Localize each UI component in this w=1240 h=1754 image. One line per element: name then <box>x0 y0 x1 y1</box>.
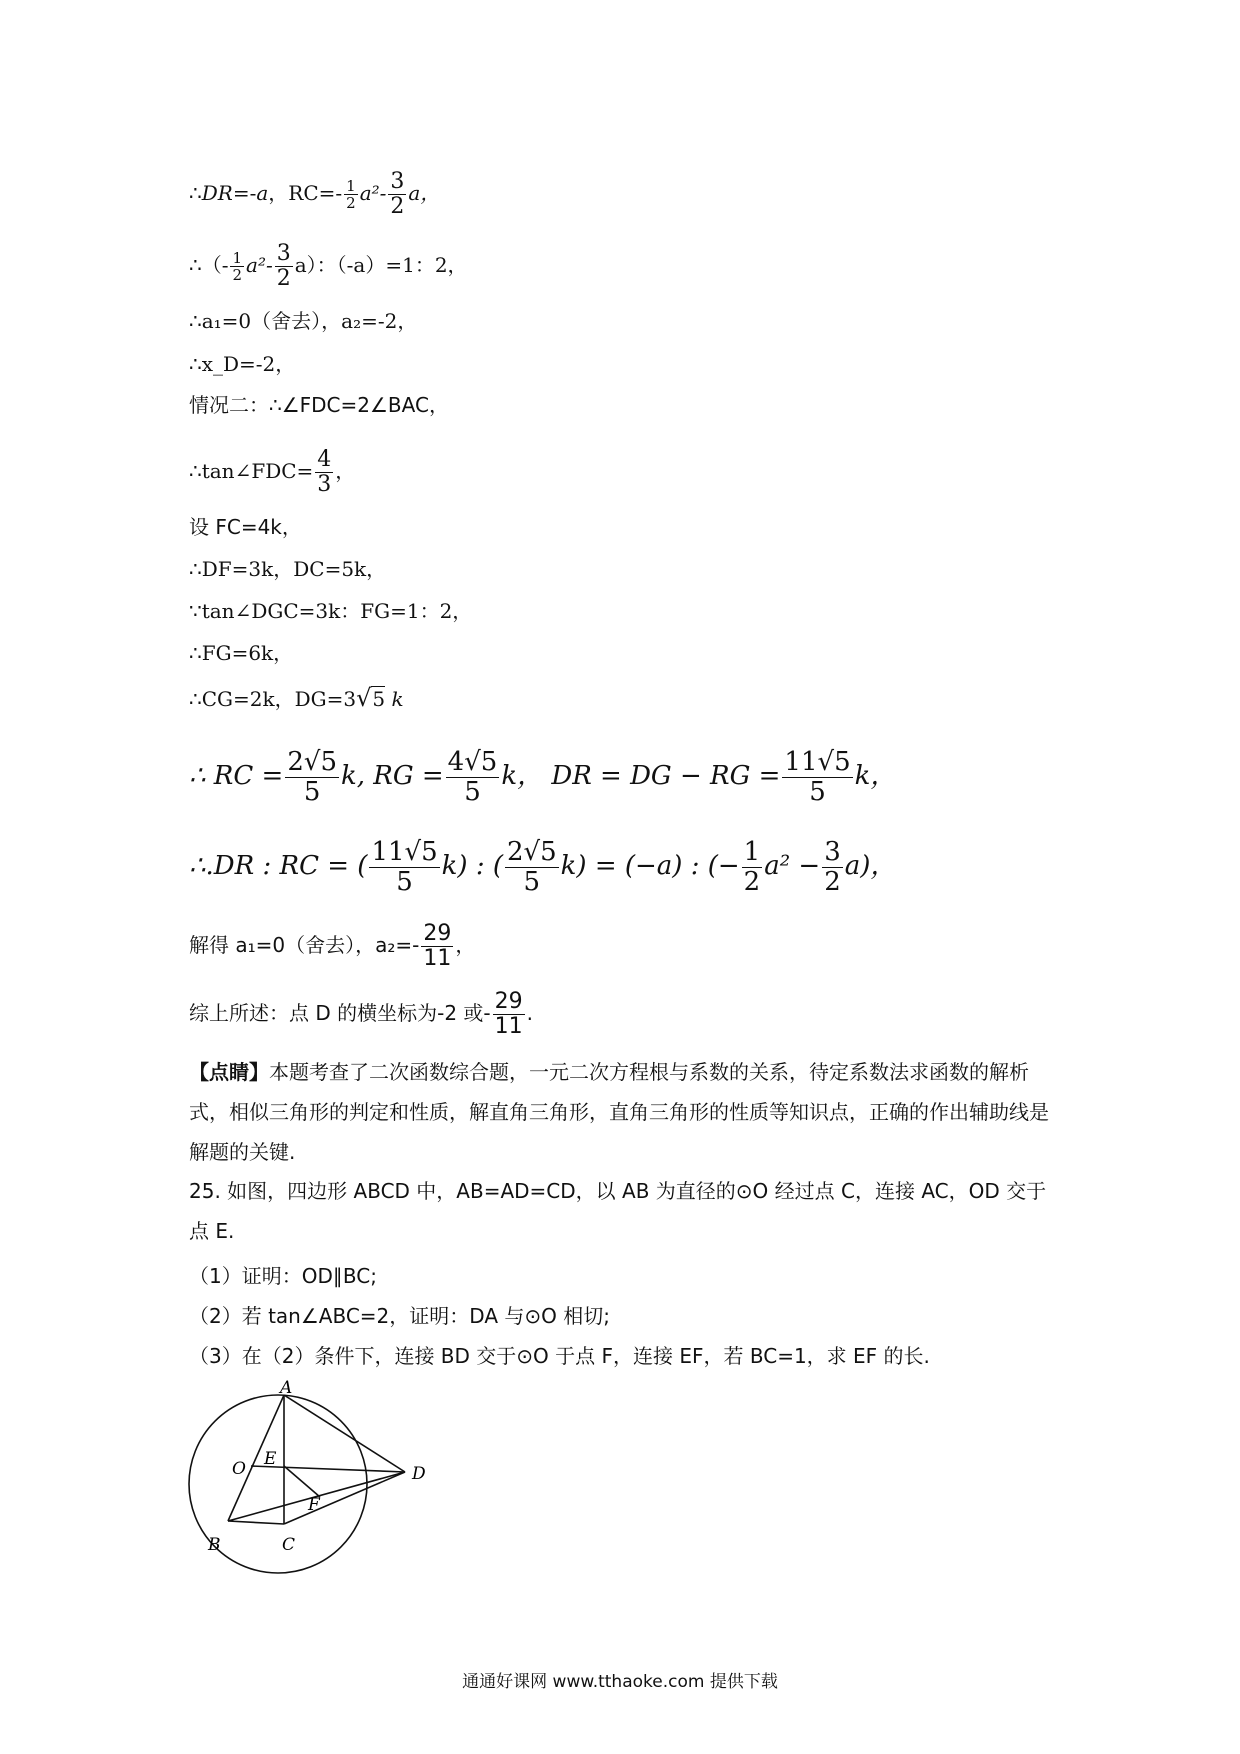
denominator: 5 <box>809 776 826 807</box>
text: ∴.DR : RC = ( <box>189 851 368 882</box>
denominator: 2 <box>743 866 761 897</box>
numerator: 2√5 <box>287 747 337 777</box>
line-14 <box>189 922 475 971</box>
label-a: A <box>280 1378 293 1398</box>
numerator: 29 <box>423 921 452 946</box>
segment-ad <box>284 1395 405 1472</box>
fraction <box>505 838 559 896</box>
question-2: （2）若 tan∠ABC=2，证明：DA 与⊙O 相切; <box>189 1304 610 1328</box>
fraction <box>421 922 453 971</box>
fraction <box>493 990 525 1039</box>
text: ， <box>455 933 476 958</box>
label-d: D <box>412 1464 426 1484</box>
text: a²- <box>359 181 387 206</box>
fraction <box>369 838 439 896</box>
comment-label: 【点睛】 <box>189 1060 269 1084</box>
geometry-figure <box>180 1378 440 1575</box>
fraction <box>344 178 358 212</box>
label-b: B <box>208 1535 221 1555</box>
text: =- <box>232 181 257 206</box>
text: . <box>526 1001 533 1026</box>
text: ∴tan∠FDC= <box>189 459 314 484</box>
denominator: 2 <box>346 194 356 213</box>
denominator: 2 <box>232 266 243 285</box>
sqrt: √5 <box>356 684 386 712</box>
therefore-symbol: ∴ <box>189 181 202 206</box>
line-15 <box>189 990 533 1039</box>
text: k, RG = <box>340 761 444 792</box>
fraction <box>446 748 500 806</box>
denominator: 5 <box>396 866 413 897</box>
denominator: 3 <box>317 472 332 498</box>
text: ∴CG=2k，DG=3 <box>189 687 357 711</box>
denominator: 11 <box>494 1014 523 1040</box>
text: k， DR = DG − RG = <box>501 761 781 792</box>
text: a)， <box>844 851 897 882</box>
label-e: E <box>264 1449 277 1469</box>
text: 综上所述：点 D 的横坐标为-2 或- <box>189 1001 491 1026</box>
denominator: 5 <box>523 866 541 897</box>
line-2 <box>189 242 468 291</box>
problem-stem: 25. 如图，四边形 ABCD 中，AB=AD=CD，以 AB 为直径的⊙O 经过点 C，连接 AC，OD 交于点 E. <box>189 1179 1047 1243</box>
text: k， <box>854 761 897 792</box>
line-3: ∴a₁=0（舍去），a₂=-2， <box>189 309 418 333</box>
text: k) = (−a) : (− <box>560 851 740 882</box>
numerator: 29 <box>494 989 523 1014</box>
fraction <box>285 748 339 806</box>
fraction <box>315 448 333 497</box>
line-13 <box>189 838 896 896</box>
numerator: 1 <box>346 176 356 195</box>
text: ∴ RC = <box>189 761 284 792</box>
denominator: 2 <box>824 866 841 897</box>
numerator: 11√5 <box>784 747 851 777</box>
text: a）：（-a）=1：2， <box>294 253 468 278</box>
numerator: 3 <box>390 169 405 194</box>
footer: 通通好课网 www.tthaoke.com 提供下载 <box>462 1672 778 1692</box>
numerator: 2√5 <box>507 837 557 867</box>
numerator: 1 <box>232 248 243 267</box>
label-o: O <box>232 1459 246 1479</box>
fraction <box>742 838 763 896</box>
line-10: ∴FG=6k， <box>189 641 294 665</box>
line-8: ∴DF=3k，DC=5k， <box>189 557 387 581</box>
numerator: 4√5 <box>447 747 498 777</box>
label-c: C <box>282 1535 296 1555</box>
segment-bc <box>228 1521 284 1524</box>
numerator: 3 <box>824 837 841 867</box>
denominator: 2 <box>390 194 405 220</box>
line-4: ∴x_D=-2， <box>189 352 296 376</box>
line-9: ∵tan∠DGC=3k：FG=1：2， <box>189 599 473 623</box>
denominator: 11 <box>423 946 452 972</box>
fraction <box>275 242 293 291</box>
numerator: 11√5 <box>371 837 438 867</box>
line-5: 情况二：∴∠FDC=2∠BAC， <box>189 393 449 417</box>
line-7: 设 FC=4k， <box>189 515 302 539</box>
fraction <box>822 838 843 896</box>
text: ∴（- <box>189 253 229 278</box>
question-1: （1）证明：OD∥BC; <box>189 1264 377 1288</box>
question-3: （3）在（2）条件下，连接 BD 交于⊙O 于点 F，连接 EF，若 BC=1，求 EF 的长. <box>189 1344 930 1368</box>
line-6 <box>189 448 355 497</box>
numerator: 3 <box>276 241 291 266</box>
fraction <box>782 748 852 806</box>
numerator: 1 <box>743 837 761 867</box>
comment-text: 本题考查了二次函数综合题，一元二次方程根与系数的关系，待定系数法求函数的解析式，相似三角形的判定和性质，解直角三角形，直角三角形的性质等知识点，正确的作出辅助线是解题的关键. <box>189 1060 1049 1164</box>
text: k) : ( <box>441 851 503 882</box>
denominator: 5 <box>464 776 481 807</box>
text: a， <box>408 181 441 206</box>
comment-paragraph <box>189 1052 1059 1172</box>
segment-ef <box>284 1466 320 1497</box>
line-12 <box>189 748 896 806</box>
fraction <box>388 170 406 219</box>
line-1 <box>189 170 440 219</box>
text: a²- <box>246 253 273 278</box>
radicand: 5 <box>372 687 386 711</box>
text: a <box>256 181 269 206</box>
denominator: 5 <box>303 776 321 807</box>
text: a² − <box>764 851 821 882</box>
text: ，RC=- <box>268 181 343 206</box>
text: ， <box>335 459 356 484</box>
line-11 <box>189 686 404 711</box>
label-f: F <box>308 1495 320 1515</box>
denominator: 2 <box>276 266 291 292</box>
fraction <box>230 250 244 284</box>
numerator: 4 <box>317 447 332 472</box>
segment-cd <box>284 1472 405 1524</box>
text: DR <box>201 181 233 206</box>
text: k <box>385 687 404 711</box>
text: 解得 a₁=0（舍去），a₂=- <box>189 933 420 958</box>
